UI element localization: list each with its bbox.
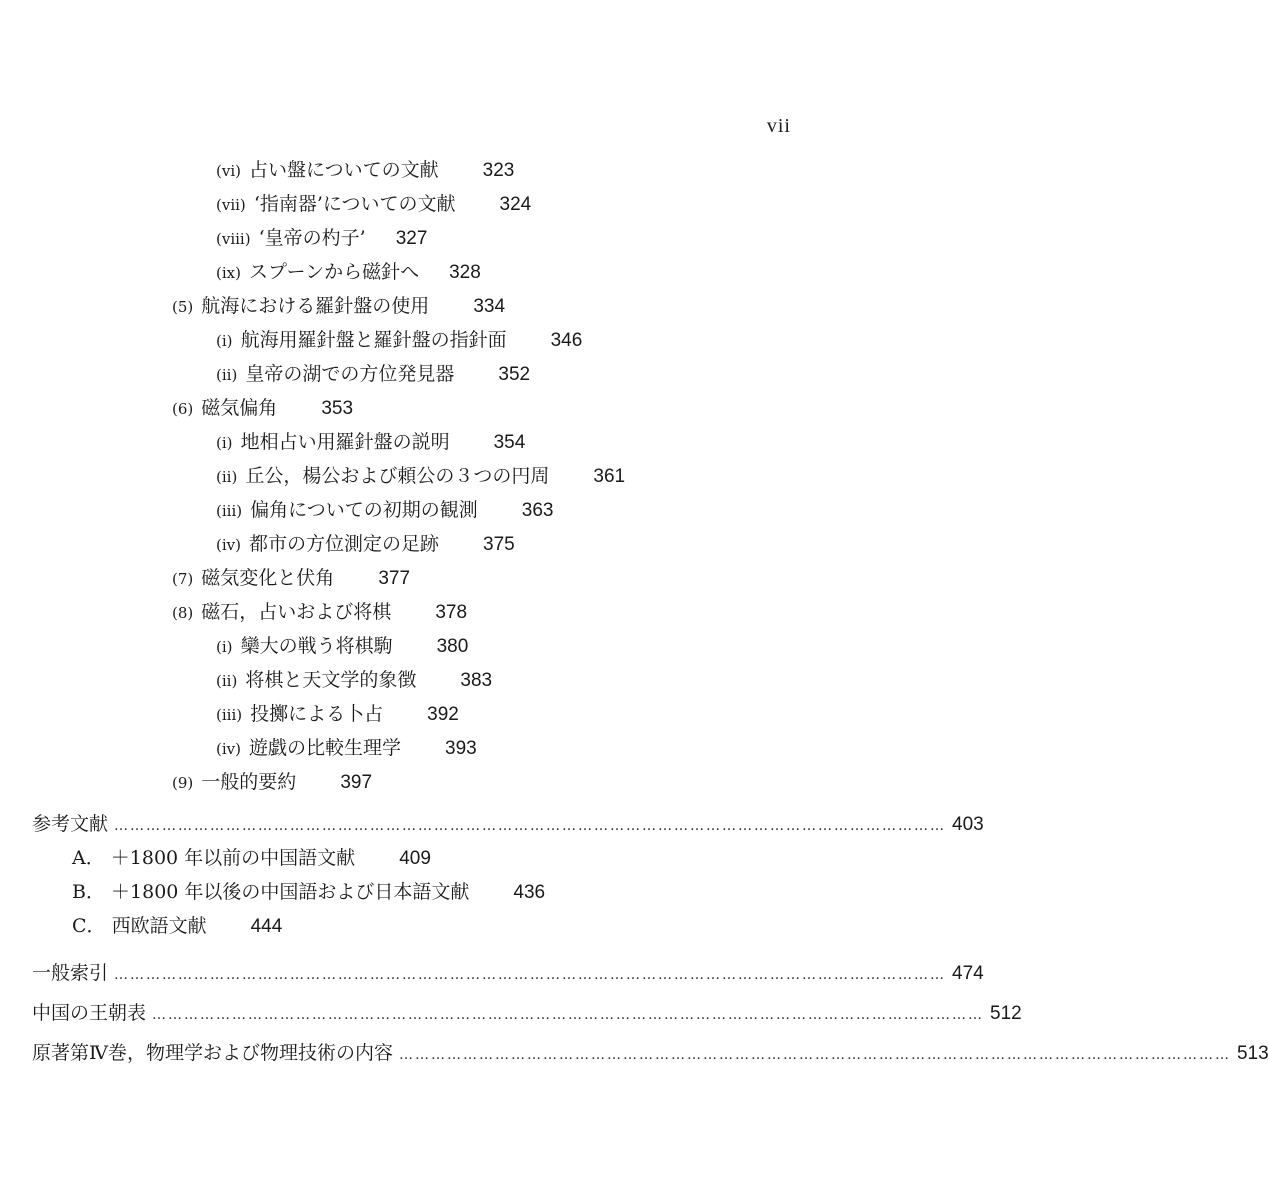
entry-title: 将棋と天文学的象徴 xyxy=(245,669,417,691)
references-item-title: 西欧語文献 xyxy=(111,915,207,937)
back-matter-title: 中国の王朝表 xyxy=(32,1002,147,1024)
entry-label: (vii) xyxy=(216,196,246,214)
entry-page: 323 xyxy=(482,160,515,181)
entry-title: 皇帝の湖での方位発見器 xyxy=(245,363,455,385)
entry-label: (i) xyxy=(216,332,233,350)
section-page: 334 xyxy=(473,296,506,317)
toc-section[interactable] xyxy=(172,595,467,629)
toc-entry[interactable] xyxy=(216,663,492,697)
references-item[interactable] xyxy=(72,909,282,943)
references-title: 参考文献 xyxy=(32,813,109,835)
entry-label: (iv) xyxy=(216,740,241,758)
entry-title: 丘公，楊公および頼公の３つの円周 xyxy=(245,465,550,487)
dot-leader: ………………………………………………………………………………………………………………………………………… xyxy=(114,818,947,834)
page-number: vii xyxy=(766,115,791,137)
entry-label: (ix) xyxy=(216,264,241,282)
toc-entry[interactable] xyxy=(216,255,481,289)
section-page: 377 xyxy=(378,568,411,589)
back-matter-page: 512 xyxy=(990,1003,1022,1024)
back-matter-title: 原著第Ⅳ巻，物理学および物理技術の内容 xyxy=(32,1042,393,1064)
toc-entry[interactable] xyxy=(216,493,553,527)
dot-leader: ………………………………………………………………………………………………………………………………………… xyxy=(152,1007,985,1023)
toc-index[interactable] xyxy=(32,956,984,990)
back-matter-page: 513 xyxy=(1236,1043,1269,1064)
entry-page: 354 xyxy=(493,432,526,453)
toc-references[interactable] xyxy=(32,807,984,841)
references-item-page: 444 xyxy=(250,916,283,937)
references-item-label: A． xyxy=(72,847,105,869)
toc-entry[interactable] xyxy=(216,731,477,765)
entry-title: 投擲による卜占 xyxy=(250,703,384,725)
dot-leader: ………………………………………………………………………………………………………………………………………… xyxy=(398,1047,1231,1063)
section-label: (8) xyxy=(172,604,194,622)
section-label: (7) xyxy=(172,570,194,588)
toc-section[interactable] xyxy=(172,765,372,799)
entry-title: 偏角についての初期の観測 xyxy=(250,499,478,521)
entry-label: (viii) xyxy=(216,230,251,248)
entry-page: 361 xyxy=(593,466,626,487)
toc-entry[interactable] xyxy=(216,425,525,459)
entry-page: 383 xyxy=(460,670,493,691)
entry-label: (i) xyxy=(216,638,233,656)
section-page: 397 xyxy=(340,772,373,793)
entry-page: 328 xyxy=(449,262,481,283)
section-title: 磁気変化と伏角 xyxy=(201,567,335,589)
entry-label: (iv) xyxy=(216,536,241,554)
references-item-title: ＋1800 年以前の中国語文献 xyxy=(110,847,356,869)
toc-entry[interactable] xyxy=(216,187,531,221)
entry-page: 393 xyxy=(445,738,477,759)
toc-entry[interactable] xyxy=(216,153,514,187)
entry-title: ‘皇帝の杓子’ xyxy=(258,227,366,249)
toc-section[interactable] xyxy=(172,289,505,323)
toc-entry[interactable] xyxy=(216,357,530,391)
entry-page: 327 xyxy=(395,228,428,249)
back-matter-page: 474 xyxy=(952,963,984,984)
toc-entry[interactable] xyxy=(216,459,625,493)
toc-entry[interactable] xyxy=(216,527,515,561)
entry-label: (i) xyxy=(216,434,233,452)
entry-title: 航海用羅針盤と羅針盤の指針面 xyxy=(240,329,507,351)
entry-title: 地相占い用羅針盤の説明 xyxy=(240,431,450,453)
entry-label: (iii) xyxy=(216,706,243,724)
toc-entry[interactable] xyxy=(216,629,468,663)
entry-page: 352 xyxy=(498,364,531,385)
references-page: 403 xyxy=(952,814,984,835)
references-item[interactable] xyxy=(72,875,545,909)
entry-page: 324 xyxy=(499,194,532,215)
toc-entry[interactable] xyxy=(216,221,427,255)
references-item-title: ＋1800 年以後の中国語および日本語文献 xyxy=(111,881,470,903)
toc-entry[interactable] xyxy=(216,697,459,731)
toc-dynasty-table[interactable] xyxy=(32,996,1022,1030)
entry-label: (ii) xyxy=(216,366,238,384)
entry-page: 346 xyxy=(550,330,583,351)
back-matter-title: 一般索引 xyxy=(32,962,109,984)
toc-section[interactable] xyxy=(172,561,410,595)
entry-title: 遊戯の比較生理学 xyxy=(249,737,402,759)
entry-title: ‘指南器’についての文献 xyxy=(253,193,456,215)
entry-page: 392 xyxy=(427,704,459,725)
entry-label: (iii) xyxy=(216,502,243,520)
entry-page: 380 xyxy=(436,636,469,657)
entry-title: 占い盤についての文献 xyxy=(249,159,439,181)
entry-page: 363 xyxy=(521,500,554,521)
entry-label: (ii) xyxy=(216,672,238,690)
entry-title: 欒大の戦う将棋駒 xyxy=(240,635,393,657)
section-title: 航海における羅針盤の使用 xyxy=(201,295,430,317)
toc-section[interactable] xyxy=(172,391,353,425)
section-title: 一般的要約 xyxy=(201,771,297,793)
references-item-page: 409 xyxy=(399,848,431,869)
dot-leader: ………………………………………………………………………………………………………………………………………… xyxy=(114,967,947,983)
entry-title: 都市の方位測定の足跡 xyxy=(249,533,440,555)
section-title: 磁気偏角 xyxy=(201,397,278,419)
toc-entry[interactable] xyxy=(216,323,582,357)
section-title: 磁石，占いおよび将棋 xyxy=(201,601,392,623)
references-item-label: B． xyxy=(72,881,105,903)
toc-volume-contents[interactable] xyxy=(32,1036,1269,1070)
entry-page: 375 xyxy=(483,534,515,555)
section-page: 378 xyxy=(435,602,468,623)
entry-label: (ii) xyxy=(216,468,238,486)
entry-title: スプーンから磁針へ xyxy=(249,261,420,283)
references-item-page: 436 xyxy=(513,882,546,903)
section-label: (6) xyxy=(172,400,194,418)
section-label: (9) xyxy=(172,774,194,792)
entry-label: (vi) xyxy=(216,162,241,180)
section-label: (5) xyxy=(172,298,194,316)
section-page: 353 xyxy=(321,398,354,419)
references-item-label: C． xyxy=(72,915,106,937)
references-item[interactable] xyxy=(72,841,431,875)
